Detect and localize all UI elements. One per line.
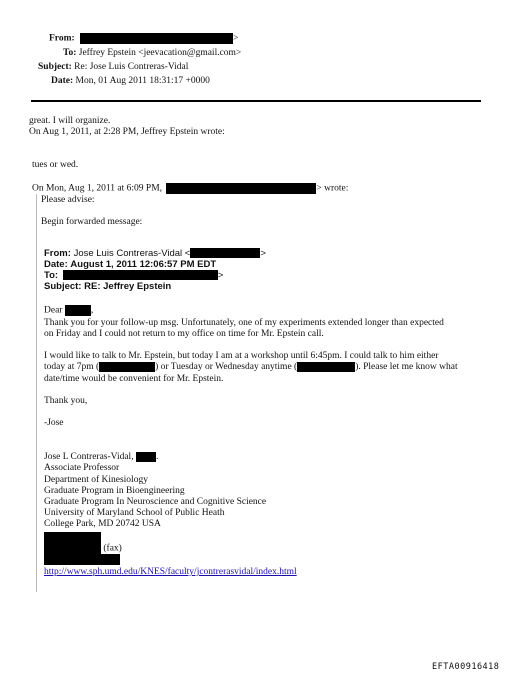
- redaction-greeting-name: [65, 305, 94, 316]
- p2-line-2-c: ). Please let me know what: [355, 362, 458, 373]
- document-id: EFTA00916418: [432, 662, 500, 672]
- fwd-to-label: To:: [44, 270, 59, 281]
- redaction-fwd-to: [63, 270, 218, 280]
- header-divider: [31, 100, 481, 102]
- fwd-from-label: From:: [44, 248, 71, 259]
- sig-program-1: Graduate Program in Bioengineering: [44, 486, 185, 496]
- sign-off: -Jose: [44, 418, 64, 428]
- sig-name-text: Jose L Contreras-Vidal,: [44, 452, 134, 463]
- p1-line-2: on Friday and I could not return to my office on time for Mr. Epstein call.: [44, 329, 324, 339]
- fwd-subject-row: [44, 281, 171, 292]
- greeting-suffix: ,: [90, 305, 94, 316]
- redaction-email-line: [44, 554, 120, 565]
- reply-line-1: great. I will organize.: [29, 116, 111, 126]
- sig-fax-row: [44, 543, 122, 554]
- fwd-date-label: Date:: [44, 259, 68, 270]
- fwd-date-row: [44, 259, 216, 270]
- sig-title: Associate Professor: [44, 463, 120, 473]
- redaction-phone-1: [99, 362, 155, 372]
- attribution-suffix: > wrote:: [316, 183, 349, 194]
- faculty-page-link[interactable]: http://www.sph.umd.edu/KNES/faculty/jcontrerasvidal/index.html: [44, 567, 297, 577]
- fwd-date-value: August 1, 2011 12:06:57 PM EDT: [70, 259, 217, 270]
- sig-name-suffix: .: [155, 452, 159, 463]
- attribution-prefix: On Mon, Aug 1, 2011 at 6:09 PM,: [32, 183, 163, 194]
- to-row: [63, 48, 241, 58]
- greeting: [44, 305, 93, 316]
- sig-dept: Department of Kinesiology: [44, 475, 148, 485]
- fwd-from-value: Jose Luis Contreras-Vidal <: [73, 248, 191, 259]
- date-row: [51, 76, 210, 86]
- date-value: Mon, 01 Aug 2011 18:31:17 +0000: [75, 76, 210, 86]
- from-suffix: >: [233, 33, 239, 44]
- sig-city: College Park, MD 20742 USA: [44, 519, 161, 529]
- from-label: From:: [49, 33, 75, 44]
- quoted-attribution: [32, 183, 348, 194]
- redaction-from: [80, 33, 233, 44]
- redaction-phone-2: [297, 362, 355, 372]
- sig-name: [44, 452, 158, 462]
- sig-university: University of Maryland School of Public Heath: [44, 508, 225, 518]
- to-label: To:: [63, 48, 77, 58]
- p2-line-2-b: ) or Tuesday or Wednesday anytime (: [155, 362, 298, 373]
- p2-line-2-a: today at 7pm (: [44, 362, 100, 373]
- fwd-subject-label: Subject:: [44, 281, 82, 292]
- thanks: Thank you,: [44, 396, 88, 406]
- redaction-fax-number: [44, 543, 101, 554]
- please-advise: Please advise:: [41, 195, 95, 205]
- p2-line-3: date/time would be convenient for Mr. Epstein.: [44, 374, 224, 384]
- subject-row: [38, 62, 188, 72]
- p1-line-1: Thank you for your follow-up msg. Unfortunately, one of my experiments extended longer than expected: [44, 318, 444, 328]
- fwd-from-suffix: >: [260, 248, 266, 259]
- fwd-to-suffix: >: [217, 270, 224, 281]
- p2-line-2: [44, 362, 458, 372]
- reply-line-2: On Aug 1, 2011, at 2:28 PM, Jeffrey Epstein wrote:: [29, 127, 225, 137]
- redaction-fwd-from: [190, 248, 260, 258]
- subject-value: Re: Jose Luis Contreras-Vidal: [74, 62, 189, 72]
- quoted-line-tues: tues or wed.: [32, 160, 79, 170]
- fwd-subject-value: RE: Jeffrey Epstein: [84, 281, 172, 292]
- greeting-word: Dear: [44, 305, 63, 316]
- date-label: Date:: [51, 76, 74, 86]
- redaction-sender: [166, 183, 316, 194]
- subject-label: Subject:: [38, 62, 72, 72]
- to-value: Jeffrey Epstein <jeevacation@gmail.com>: [78, 48, 242, 58]
- from-row: [49, 33, 238, 44]
- redaction-degree: [136, 452, 159, 463]
- fwd-to-row: [44, 270, 223, 281]
- quote-bar: [36, 194, 37, 592]
- p2-line-1: I would like to talk to Mr. Epstein, but today I am at a workshop until 6:45pm. I could talk to him either: [44, 351, 439, 361]
- sig-program-2: Graduate Program In Neuroscience and Cognitive Science: [44, 497, 267, 507]
- forwarded-intro: Begin forwarded message:: [41, 217, 143, 227]
- redaction-phone-line: [44, 532, 101, 543]
- fwd-from-row: [44, 248, 266, 259]
- sig-fax-label: (fax): [103, 543, 122, 554]
